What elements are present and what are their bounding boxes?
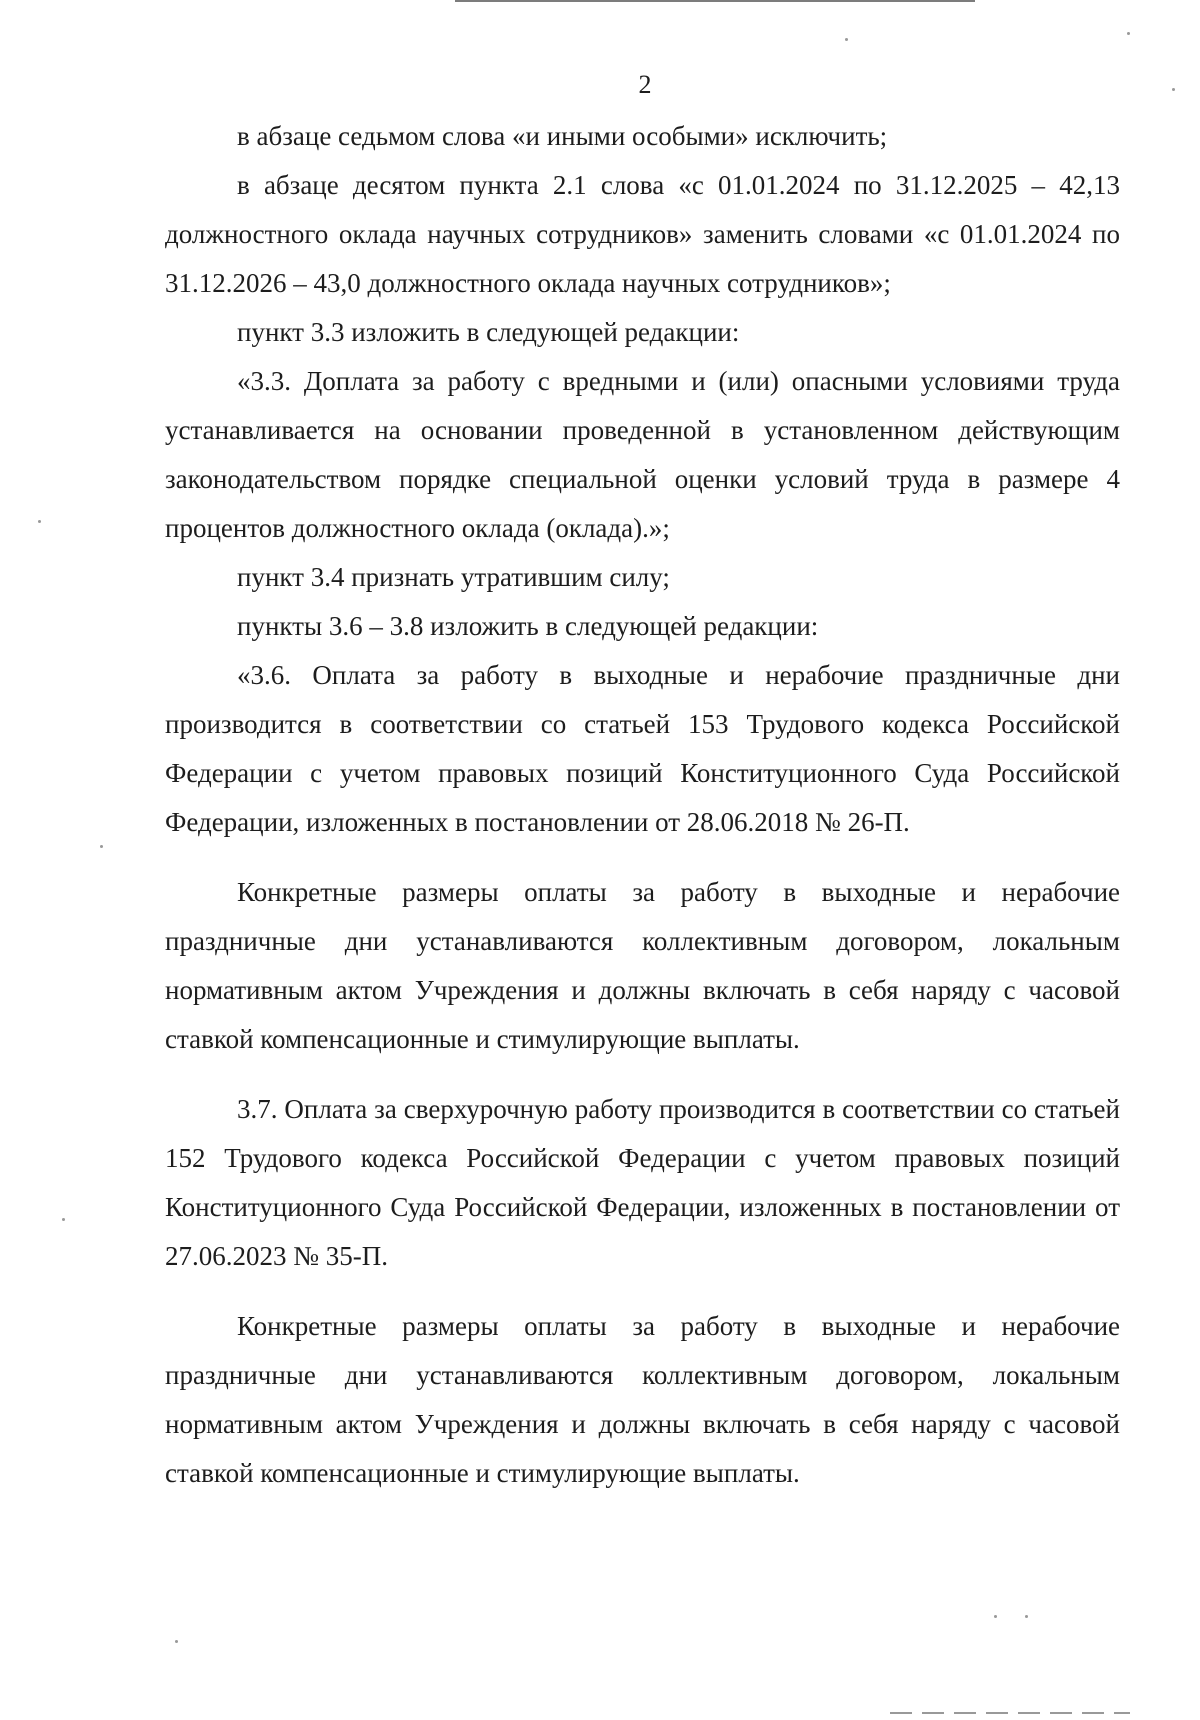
paragraph: «3.6. Оплата за работу в выходные и нерабочие праздничные дни производится в соответствии со статьей 153 Трудового кодекса Российской Федерации с учетом правовых позиций Конституционного Суда Российской Федерации, изложенных в постановлении от 28.06.2018 № 26-П.: [165, 660, 1120, 837]
scan-speck: [994, 1615, 997, 1618]
scan-speck: [38, 520, 41, 523]
scan-edge-bottom: [890, 1712, 1130, 1714]
paragraph: пункты 3.6 – 3.8 изложить в следующей редакции:: [237, 611, 819, 641]
paragraph: пункт 3.3 изложить в следующей редакции:: [237, 317, 740, 347]
scan-speck: [62, 1218, 65, 1221]
paragraph: «3.3. Доплата за работу с вредными и (или) опасными условиями труда устанавливается на основании проведенной в установленном действующим законодательством порядке специальной оценки условий труда в размере 4 процентов должностного оклада (оклада).»;: [165, 366, 1120, 543]
page-number: 2: [638, 70, 652, 99]
scan-speck: [100, 845, 103, 848]
paragraph: Конкретные размеры оплаты за работу в выходные и нерабочие праздничные дни устанавливаются коллективным договором, локальным нормативным актом Учреждения и должны включать в себя наряду с часовой ставкой компенсационные и стимулирующие выплаты.: [165, 877, 1120, 1054]
scan-speck: [175, 1640, 178, 1643]
document-body: [165, 112, 1120, 1498]
paragraph: пункт 3.4 признать утратившим силу;: [237, 562, 670, 592]
scan-speck: [1127, 32, 1130, 35]
scan-edge-top: [455, 0, 975, 2]
paragraph: Конкретные размеры оплаты за работу в выходные и нерабочие праздничные дни устанавливаются коллективным договором, локальным нормативным актом Учреждения и должны включать в себя наряду с часовой ставкой компенсационные и стимулирующие выплаты.: [165, 1311, 1120, 1488]
paragraph: в абзаце десятом пункта 2.1 слова «с 01.01.2024 по 31.12.2025 – 42,13 должностного оклада научных сотрудников» заменить словами «с 01.01.2024 по 31.12.2026 – 43,0 должностного оклада научных сотрудников»;: [165, 170, 1120, 298]
scan-speck: [1025, 1615, 1028, 1618]
paragraph: в абзаце седьмом слова «и иными особыми» исключить;: [237, 121, 888, 151]
scan-speck: [845, 38, 848, 41]
paragraph: 3.7. Оплата за сверхурочную работу производится в соответствии со статьей 152 Трудового кодекса Российской Федерации с учетом правовых позиций Конституционного Суда Российской Федерации, изложенных в постановлении от 27.06.2023 № 35-П.: [165, 1094, 1120, 1271]
